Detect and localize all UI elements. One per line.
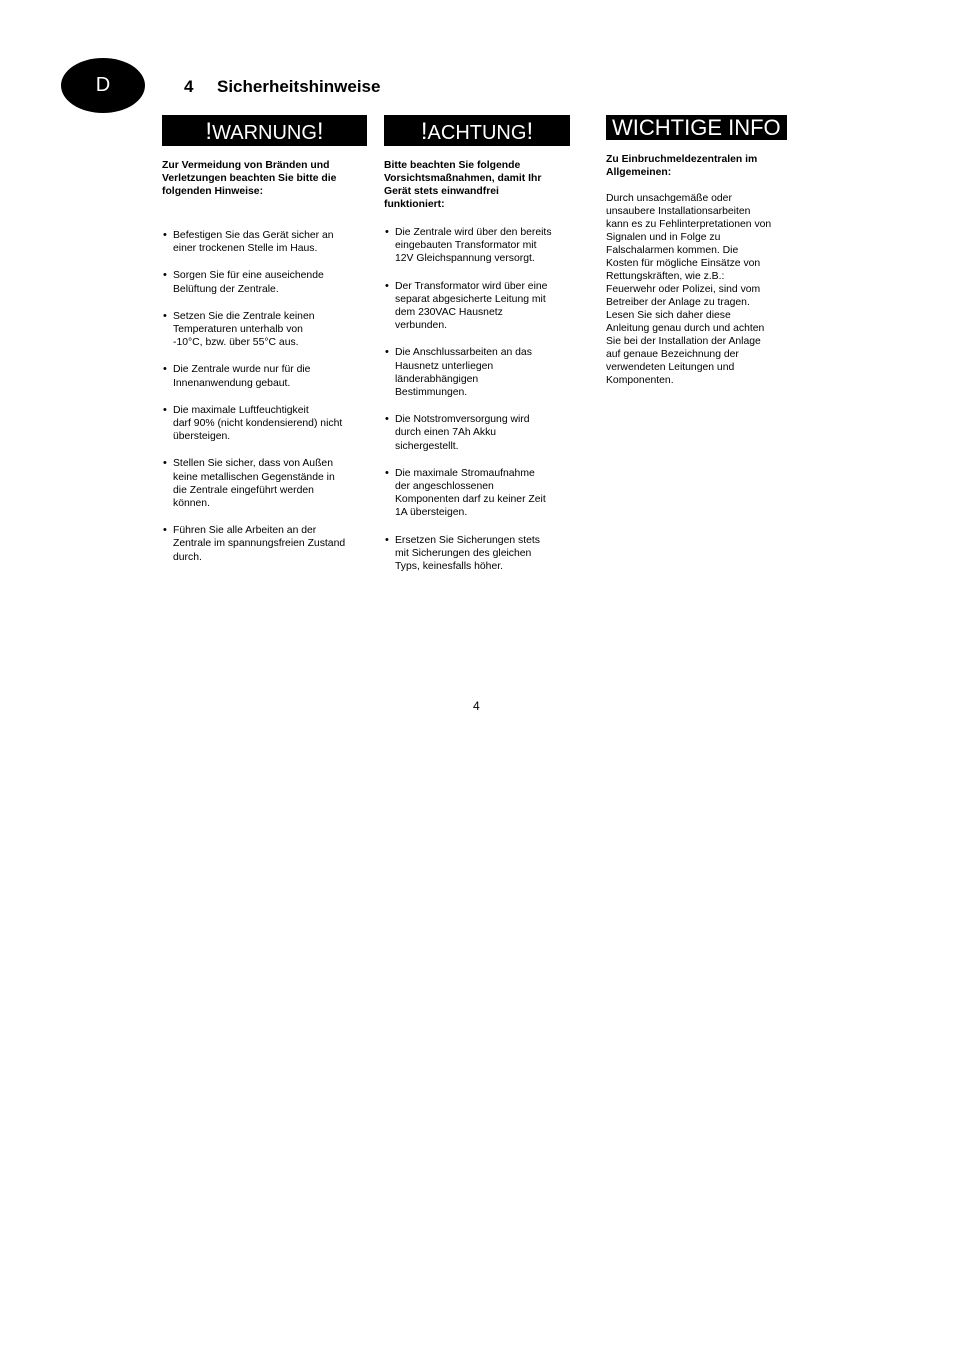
section-title: Sicherheitshinweise [217, 77, 381, 96]
page-number: 4 [473, 699, 480, 713]
exclamation-icon: ! [205, 118, 213, 145]
list-item: • Die Zentrale wird über den bereits eingebauten Transformator mit 12V Gleichspannung versorgt. [384, 226, 570, 266]
list-item: • Ersetzen Sie Sicherungen stets mit Sicherungen des gleichen Typs, keinesfalls höher. [384, 534, 570, 574]
exclamation-icon: ! [316, 118, 324, 145]
list-item: • Die maximale Stromaufnahme der angeschlossenen Komponenten darf zu keiner Zeit 1A übersteigen. [384, 467, 570, 520]
exclamation-icon: ! [420, 118, 428, 145]
caution-banner [384, 115, 570, 146]
caution-banner-label: ACHTUNG [427, 122, 527, 144]
caution-intro: Bitte beachten Sie folgende Vorsichtsmaßnahmen, damit Ihr Gerät stets einwandfrei funktioniert: [384, 160, 542, 210]
list-item: • Setzen Sie die Zentrale keinen Temperaturen unterhalb von -10°C, bzw. über 55°C aus. [162, 310, 367, 350]
caution-column [384, 115, 570, 573]
caution-list [384, 226, 570, 573]
exclamation-icon: ! [526, 118, 534, 145]
info-body: Durch unsachgemäße oder unsaubere Installationsarbeiten kann es zu Fehlinterpretationen von Signalen und in Folge zu Falschalarmen kommen. Die Kosten für mögliche Einsätze von Rettungskräften, wie z.B.: Feuerwehr oder Polizei, sind vom Betreiber der Anlage zu tragen. Lesen Sie sich daher diese Anleitung genau durch und achten Sie bei der Installation der Anlage auf genaue Bezeichnung der verwendeten Leitungen und Komponenten. [606, 193, 772, 386]
warning-intro: Zur Vermeidung von Bränden und Verletzungen beachten Sie bitte die folgenden Hinweise: [162, 160, 337, 197]
warning-list [162, 229, 367, 564]
info-banner: WICHTIGE INFO [606, 115, 787, 140]
list-item: • Der Transformator wird über eine separat abgesicherte Leitung mit dem 230VAC Hausnetz verbunden. [384, 280, 570, 333]
info-intro: Zu Einbruchmeldezentralen im Allgemeinen: [606, 154, 758, 178]
section-number: 4 [184, 77, 194, 96]
language-tab: D [61, 58, 145, 113]
list-item: • Die Anschlussarbeiten an das Hausnetz unterliegen länderabhängigen Bestimmungen. [384, 346, 570, 399]
list-item: • Stellen Sie sicher, dass von Außen keine metallischen Gegenstände in die Zentrale eingeführt werden können. [162, 457, 367, 510]
list-item: • Sorgen Sie für eine auseichende Belüftung der Zentrale. [162, 269, 367, 295]
list-item: • Befestigen Sie das Gerät sicher an einer trockenen Stelle im Haus. [162, 229, 367, 255]
warning-banner-label: WARNUNG [212, 122, 317, 144]
info-column [606, 115, 792, 387]
warning-banner [162, 115, 367, 146]
list-item: • Die Notstromversorgung wird durch einen 7Ah Akku sichergestellt. [384, 413, 570, 453]
warning-column [162, 115, 367, 564]
section-heading [184, 77, 380, 97]
list-item: • Die maximale Luftfeuchtigkeit darf 90% (nicht kondensierend) nicht übersteigen. [162, 404, 367, 444]
list-item: • Führen Sie alle Arbeiten an der Zentrale im spannungsfreien Zustand durch. [162, 524, 367, 564]
list-item: • Die Zentrale wurde nur für die Innenanwendung gebaut. [162, 363, 367, 389]
